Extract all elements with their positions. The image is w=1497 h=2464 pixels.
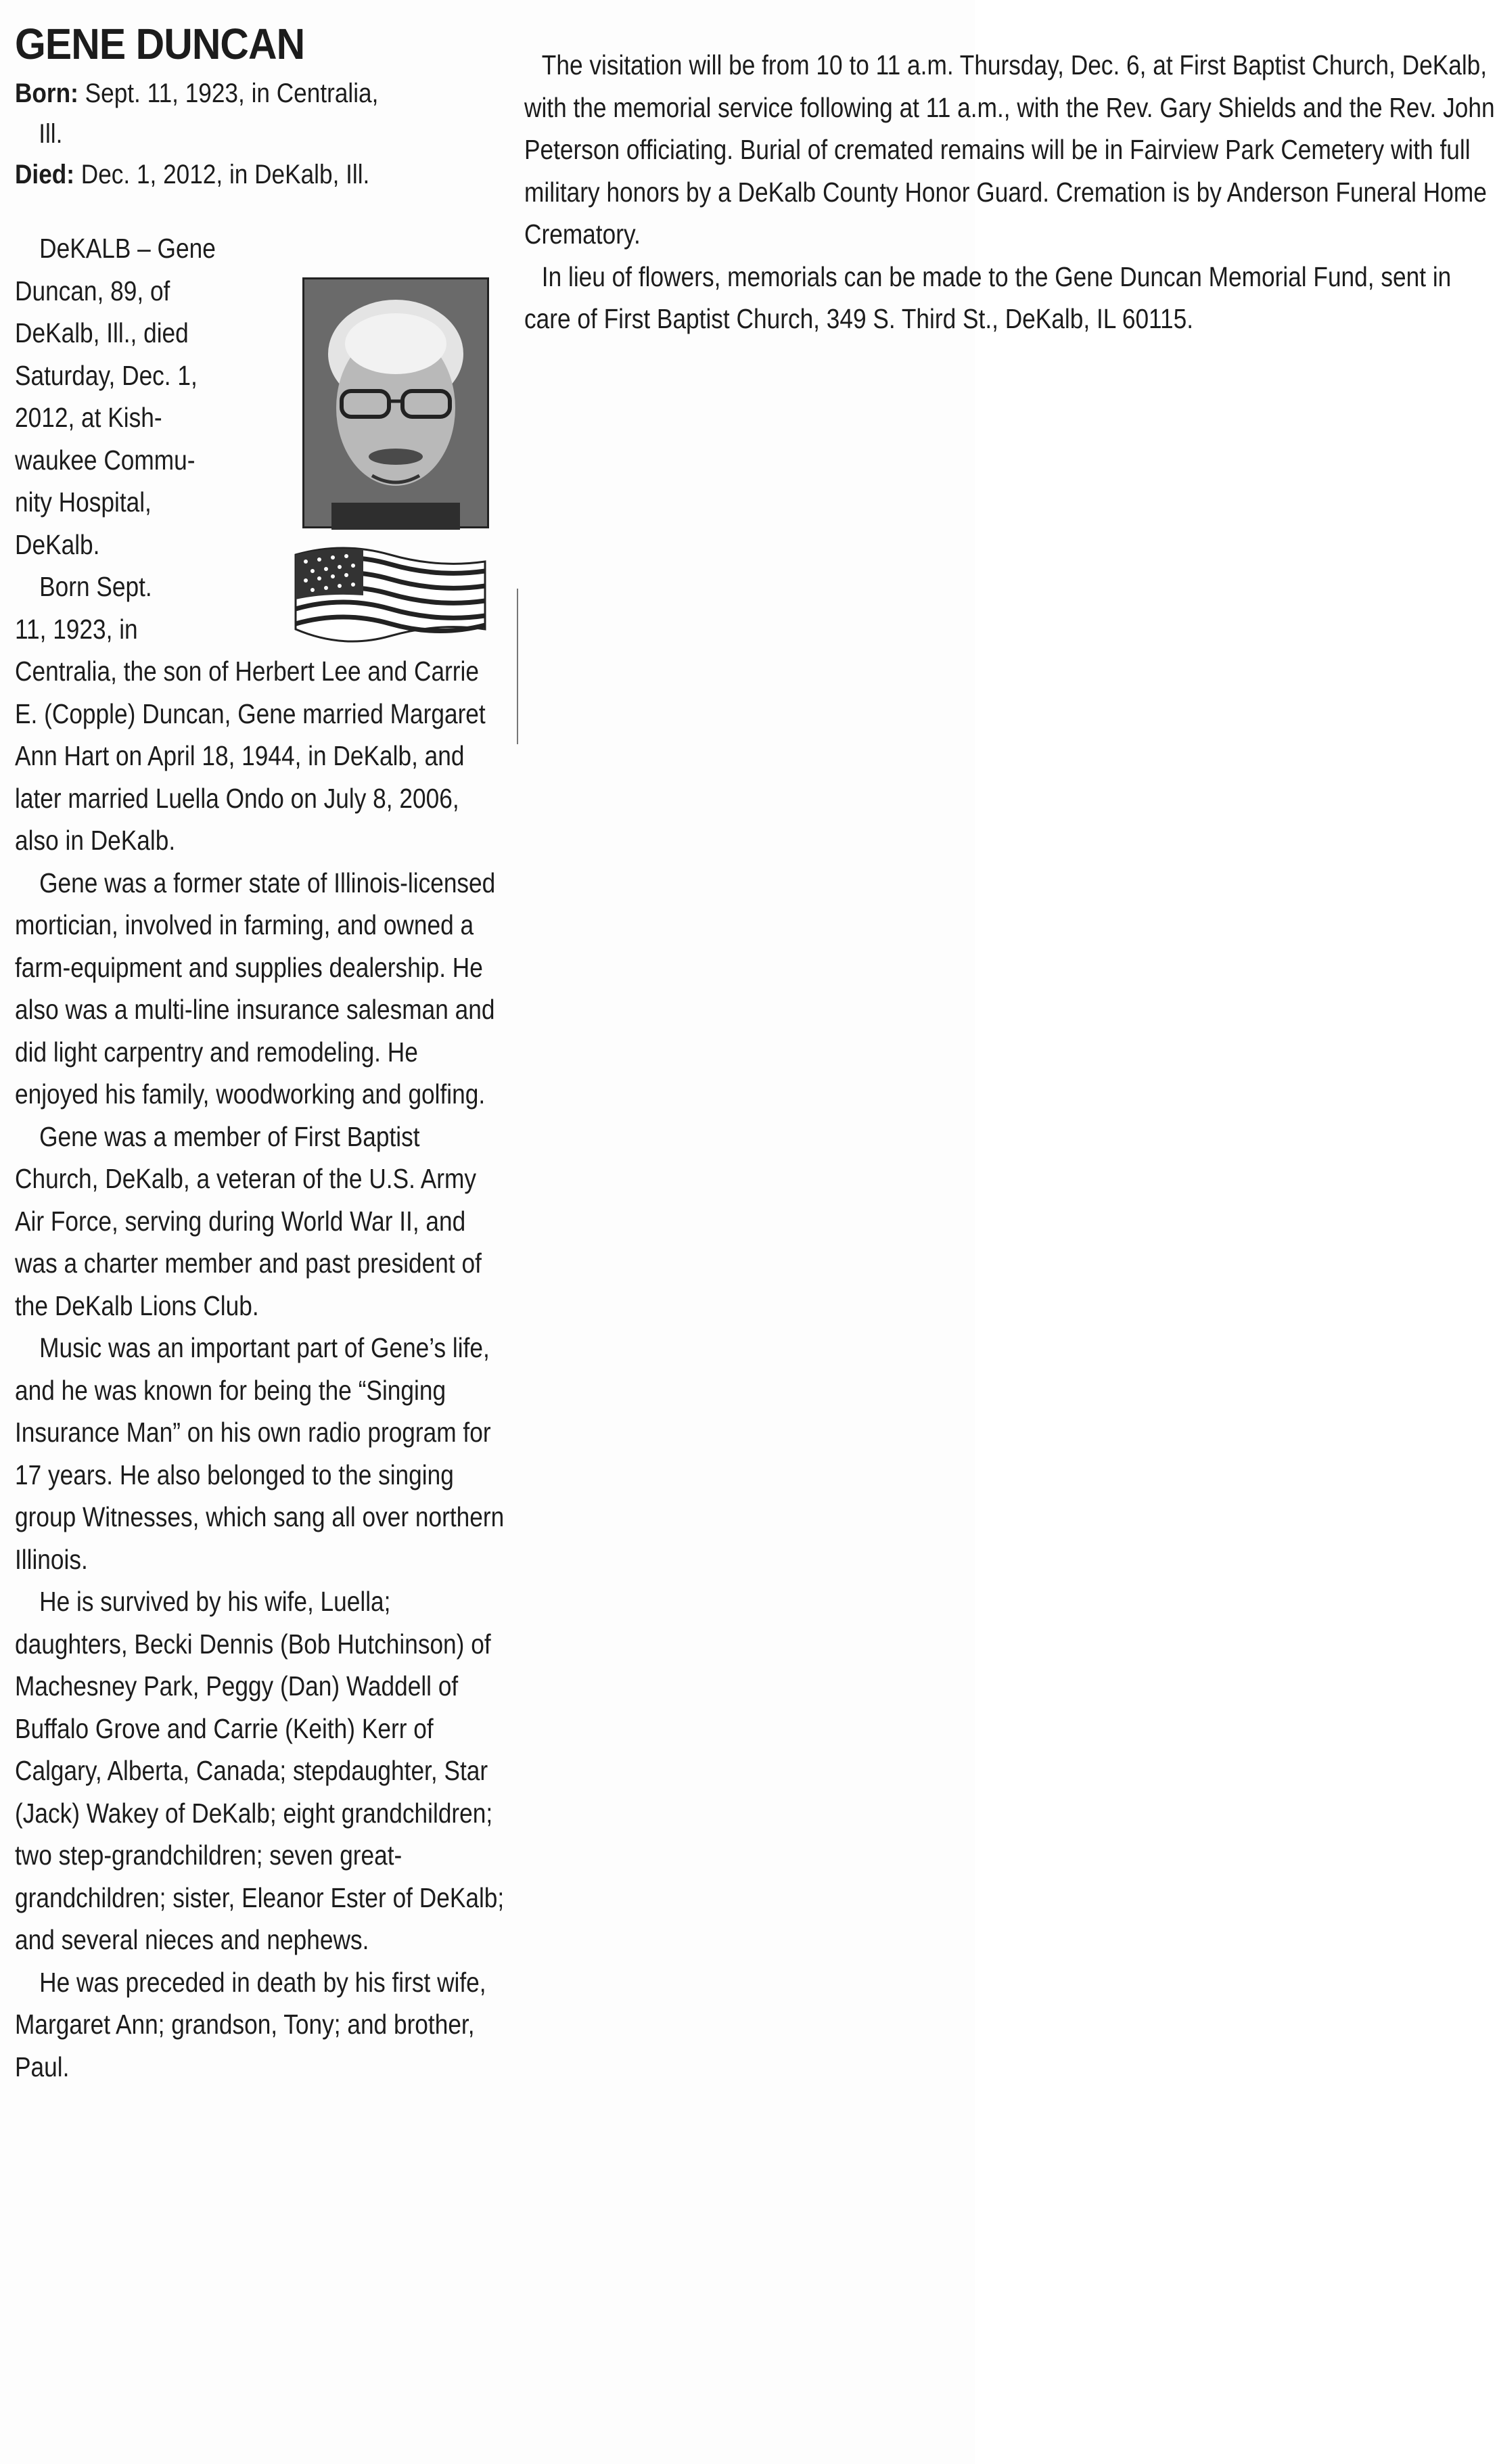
- died-text: Dec. 1, 2012, in DeKalb, Ill.: [80, 160, 370, 190]
- intro-line: 11, 1923, in: [15, 613, 138, 645]
- born-text-continued: Ill.: [39, 119, 63, 150]
- born-label: Born:: [15, 78, 78, 109]
- died-label: Died:: [15, 160, 74, 190]
- paragraph-church-military: Gene was a member of First Baptist Church, DeKalb, a veteran of the U.S. Army Air Force, serving during World War II, and was a charter member and past president of the DeKalb Lions Club.: [15, 1120, 482, 1321]
- intro-text: [15, 227, 241, 650]
- intro-line: 2012, at Kish-: [15, 402, 162, 434]
- intro-line: DeKALB – Gene: [39, 233, 216, 265]
- left-column: [15, 20, 509, 2088]
- intro-line: waukee Commu-: [15, 444, 195, 476]
- right-column: [524, 44, 1497, 340]
- column-rule: [517, 589, 518, 744]
- intro-line: DeKalb.: [15, 528, 100, 560]
- paragraph-memorials: In lieu of flowers, memorials can be made to the Gene Duncan Memorial Fund, sent in care of First Baptist Church, 349 S. Third St., DeKalb, IL 60115.: [524, 260, 1452, 334]
- paragraph-survivors: He is survived by his wife, Luella; daughters, Becki Dennis (Bob Hutchinson) of Machesney Park, Peggy (Dan) Waddell of Buffalo Grove and Carrie (Keith) Kerr of Calgary, Alberta, Canada; stepdaughter, Star (Jack) Wakey of DeKalb; eight grandchildren; two step-grandchildren; seven great-grandchildren; sister, Eleanor Ester of DeKalb; and several nieces and nephews.: [15, 1586, 505, 1956]
- born-line: [15, 73, 506, 154]
- paragraph-preceded: He was preceded in death by his first wife, Margaret Ann; grandson, Tony; and brother, Paul.: [15, 1966, 486, 2082]
- intro-line: Born Sept.: [39, 571, 152, 603]
- paragraph-visitation: The visitation will be from 10 to 11 a.m. Thursday, Dec. 6, at First Baptist Church, DeKalb, with the memorial service following at 11 a.m., with the Rev. Gary Shields and the Rev. John Peterson officiating. Burial of cremated remains will be in Fairview Park Cemetery with full military honors by a DeKalb County Honor Guard. Cremation is by Anderson Funeral Home Crematory.: [524, 49, 1495, 250]
- intro-line: DeKalb, Ill., died: [15, 317, 189, 349]
- american-flag-icon: [289, 541, 492, 649]
- portrait-photo: [302, 277, 489, 528]
- intro-line: Saturday, Dec. 1,: [15, 359, 198, 391]
- portrait-illustration: [304, 279, 487, 526]
- born-text: Sept. 11, 1923, in Centralia,: [85, 78, 379, 109]
- paragraph-family: Centralia, the son of Herbert Lee and Carrie E. (Copple) Duncan, Gene married Margaret Ann Hart on April 18, 1944, in DeKalb, and later married Luella Ondo on July 8, 2006, also in DeKalb.: [15, 656, 486, 857]
- paragraph-music: Music was an important part of Gene’s life, and he was known for being the “Singing Insurance Man” on his own radio program for 17 years. He also belonged to the singing group Witnesses, which sang all over northern Illinois.: [15, 1332, 505, 1575]
- flag-illustration: [289, 541, 492, 649]
- obituary-headline: GENE DUNCAN: [15, 20, 305, 68]
- intro-line: nity Hospital,: [15, 486, 152, 518]
- died-line: [15, 154, 506, 195]
- intro-line: Duncan, 89, of: [15, 275, 170, 306]
- paragraph-career: Gene was a former state of Illinois-licensed mortician, involved in farming, and owned a farm-equipment and supplies dealership. He also was a multi-line insurance salesman and did light carpentry and remodeling. He enjoyed his family, woodworking and golfing.: [15, 867, 496, 1110]
